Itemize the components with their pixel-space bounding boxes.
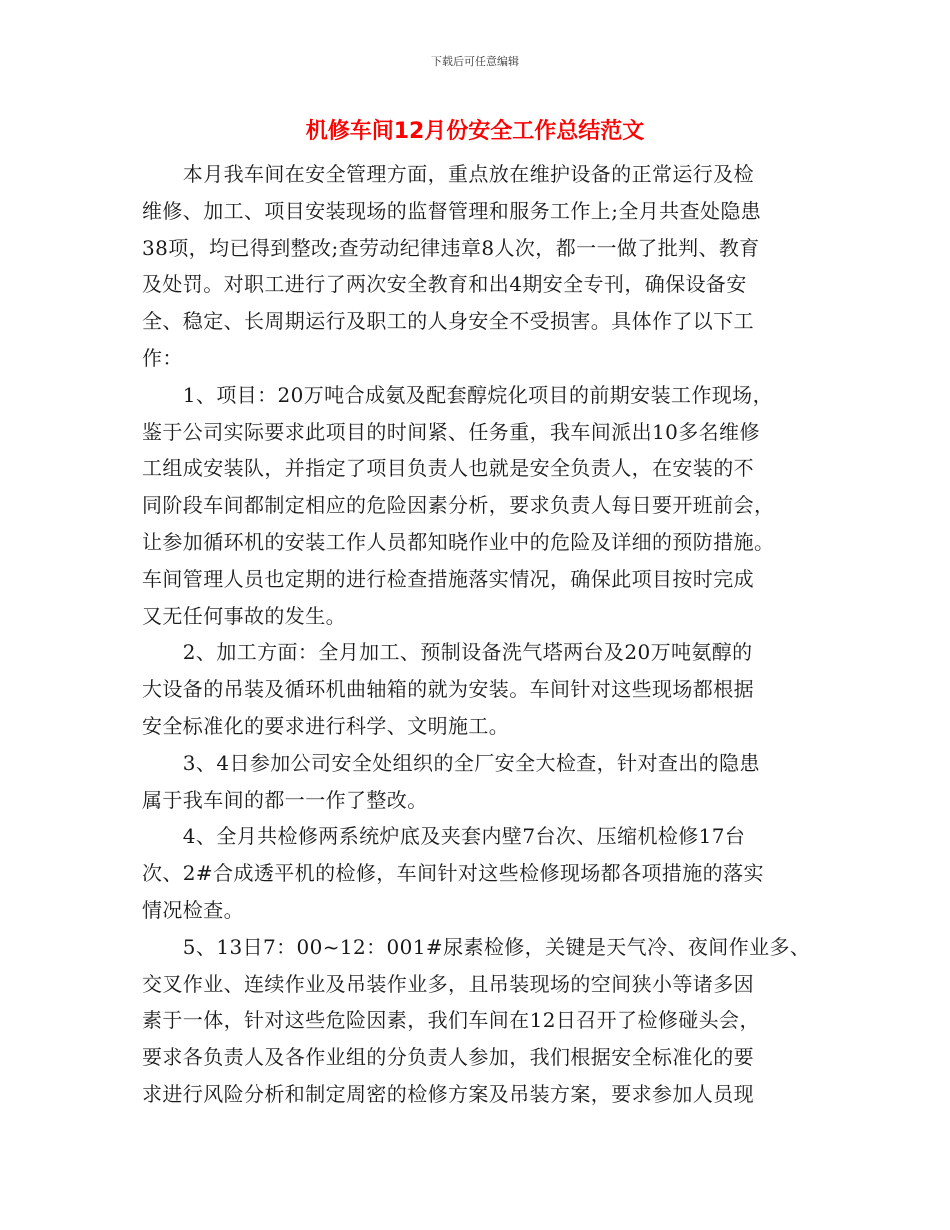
document-title: 机修车间12月份安全工作总结范文 <box>305 119 645 144</box>
text-line: 情况检查。 <box>142 897 244 922</box>
text-line: 让参加循环机的安装工作人员都知晓作业中的危险及详细的预防措施。 <box>142 529 775 554</box>
text-line: 工组成安装队，并指定了项目负责人也就是安全负责人，在安装的不 <box>142 456 754 481</box>
text-line: 2、加工方面：全月加工、预制设备洗气塔两台及20万吨氨醇的 <box>142 640 753 665</box>
text-line: 又无任何事故的发生。 <box>142 603 346 628</box>
text-line: 车间管理人员也定期的进行检查措施落实情况，确保此项目按时完成 <box>142 566 754 591</box>
text-line: 4、全月共检修两系统炉底及夹套内壁7台次、压缩机检修17台 <box>142 824 746 849</box>
header-note: 下载后可任意编辑 <box>431 55 519 68</box>
document-body <box>142 156 811 1113</box>
text-line: 作： <box>142 345 183 370</box>
text-line: 本月我车间在安全管理方面，重点放在维护设备的正常运行及检 <box>142 162 754 186</box>
text-line: 次、2#合成透平机的检修，车间针对这些检修现场都各项措施的落实 <box>142 861 764 886</box>
text-line: 全、稳定、长周期运行及职工的人身安全不受损害。具体作了以下工 <box>142 309 754 334</box>
text-line: 安全标准化的要求进行科学、文明施工。 <box>142 713 510 738</box>
text-line: 1、项目：20万吨合成氨及配套醇烷化项目的前期安装工作现场， <box>142 382 773 407</box>
text-line: 要求各负责人及各作业组的分负责人参加，我们根据安全标准化的要 <box>142 1045 754 1070</box>
text-line: 鉴于公司实际要求此项目的时间紧、任务重，我车间派出10多名维修 <box>142 419 760 444</box>
text-line: 及处罚。对职工进行了两次安全教育和出4期安全专刊，确保设备安 <box>142 272 747 297</box>
text-line: 3、4日参加公司安全处组织的全厂安全大检查，针对查出的隐患 <box>142 750 760 775</box>
text-line: 属于我车间的都一一作了整改。 <box>142 787 428 812</box>
text-line: 维修、加工、项目安装现场的监督管理和服务工作上;全月共查处隐患 <box>142 198 762 223</box>
text-line: 求进行风险分析和制定周密的检修方案及吊装方案，要求参加人员现 <box>142 1081 754 1106</box>
text-line: 38项，均已得到整改;查劳动纪律违章8人次，都一一做了批判、教育 <box>142 235 760 260</box>
text-line: 素于一体，针对这些危险因素，我们车间在12日召开了检修碰头会， <box>142 1008 760 1033</box>
text-line: 大设备的吊装及循环机曲轴箱的就为安装。车间针对这些现场都根据 <box>142 677 754 702</box>
text-line: 5、13日7：00~12：001#尿素检修，关键是天气冷、夜间作业多、 <box>142 934 811 959</box>
text-line: 交叉作业、连续作业及吊装作业多，且吊装现场的空间狭小等诸多因 <box>142 971 754 996</box>
text-line: 同阶段车间都制定相应的危险因素分析，要求负责人每日要开班前会， <box>142 493 775 518</box>
